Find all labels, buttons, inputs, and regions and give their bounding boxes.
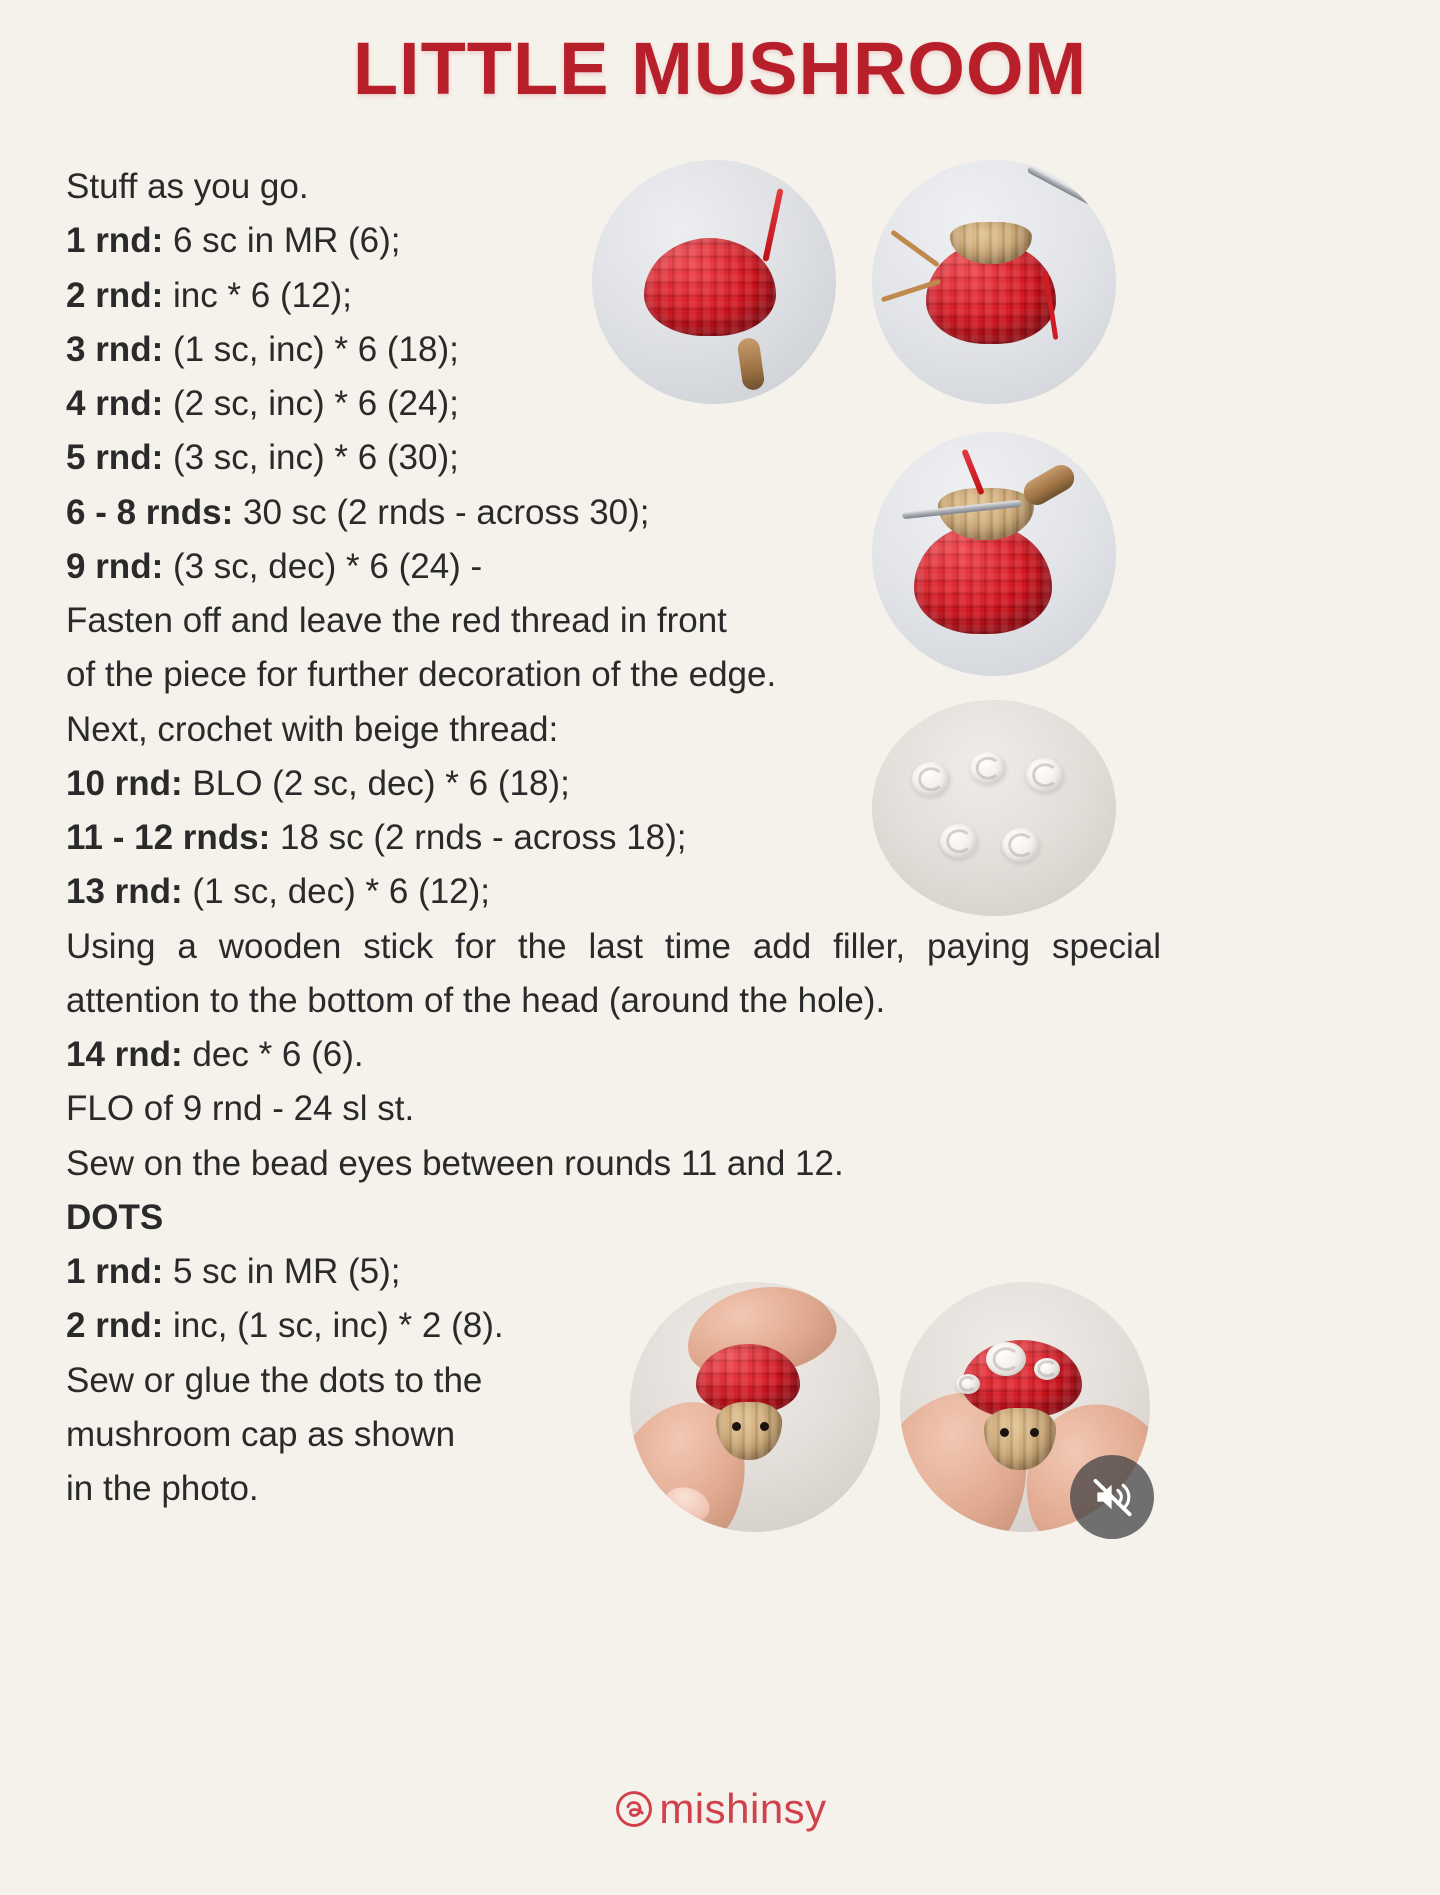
round-text: (1 sc, inc) * 6 (18); <box>163 329 459 369</box>
round-label: 9 rnd: <box>66 546 164 586</box>
pattern-text <box>66 160 1166 1516</box>
intro-line: Stuff as you go. <box>66 167 309 206</box>
round-line-10 <box>66 757 1166 811</box>
note-dots-line-3: in the photo. <box>66 1469 259 1508</box>
round-line-5 <box>66 431 1166 485</box>
round-text: 30 sc (2 rnds - across 30); <box>233 492 650 532</box>
dots-round-line-2 <box>66 1299 1166 1353</box>
round-label: 2 rnd: <box>66 1306 164 1346</box>
watermark <box>0 1785 1440 1833</box>
threads-logo-icon <box>613 1788 655 1830</box>
round-line-11-12 <box>66 811 1166 865</box>
round-label: 5 rnd: <box>66 438 164 478</box>
page-title: LITTLE MUSHROOM <box>352 27 1088 110</box>
dots-round-line-1 <box>66 1245 1166 1299</box>
round-label: 11 - 12 rnds: <box>66 818 271 857</box>
note-fasten-line-2: of the piece for further decoration of the edge. <box>66 655 777 695</box>
note-dots-line-2: mushroom cap as shown <box>66 1414 456 1454</box>
round-line-2 <box>66 269 1166 323</box>
round-text: inc * 6 (12); <box>163 275 352 315</box>
note-fasten-line-1: Fasten off and leave the red thread in front <box>66 601 727 640</box>
note-bead-eyes: Sew on the bead eyes between rounds 11 and 12. <box>66 1143 844 1183</box>
mute-button[interactable] <box>1070 1455 1154 1539</box>
round-label: 1 rnd: <box>66 1252 164 1291</box>
round-label: 3 rnd: <box>66 329 164 369</box>
round-text: 6 sc in MR (6); <box>163 221 401 261</box>
round-text: (1 sc, dec) * 6 (12); <box>182 872 491 912</box>
round-text: (2 sc, inc) * 6 (24); <box>163 384 459 423</box>
watermark-handle: mishinsy <box>659 1785 827 1832</box>
round-line-13 <box>66 865 1166 919</box>
note-flo: FLO of 9 rnd - 24 sl st. <box>66 1089 415 1129</box>
round-text: 5 sc in MR (5); <box>163 1252 401 1291</box>
round-line-9 <box>66 540 1166 594</box>
round-line-1 <box>66 214 1166 268</box>
round-label: 6 - 8 rnds: <box>66 492 234 532</box>
round-line-4 <box>66 377 1166 431</box>
round-label: 4 rnd: <box>66 384 164 423</box>
round-label: 14 rnd: <box>66 1035 183 1074</box>
round-label: 2 rnd: <box>66 275 164 315</box>
round-text: (3 sc, dec) * 6 (24) - <box>163 546 483 586</box>
round-text: 18 sc (2 rnds - across 18); <box>270 818 687 857</box>
dots-section-heading: DOTS <box>66 1197 164 1237</box>
round-line-14 <box>66 1028 1166 1082</box>
note-wooden-stick: Using a wooden stick for the last time add filler, paying special attention to the bottom of the head (around the hole). <box>66 926 1161 1020</box>
note-dots-line-1: Sew or glue the dots to the <box>66 1360 483 1400</box>
round-text: BLO (2 sc, dec) * 6 (18); <box>182 763 570 803</box>
note-beige-thread: Next, crochet with beige thread: <box>66 709 559 749</box>
round-line-3 <box>66 323 1166 377</box>
round-label: 1 rnd: <box>66 221 164 261</box>
round-text: dec * 6 (6). <box>182 1035 364 1074</box>
round-text: inc, (1 sc, inc) * 2 (8). <box>163 1306 504 1346</box>
round-label: 13 rnd: <box>66 872 183 912</box>
sound-off-icon <box>1090 1475 1134 1519</box>
round-text: (3 sc, inc) * 6 (30); <box>163 438 459 478</box>
round-label: 10 rnd: <box>66 763 183 803</box>
round-line-6-8 <box>66 486 1166 540</box>
threads-at-icon <box>613 1788 655 1830</box>
